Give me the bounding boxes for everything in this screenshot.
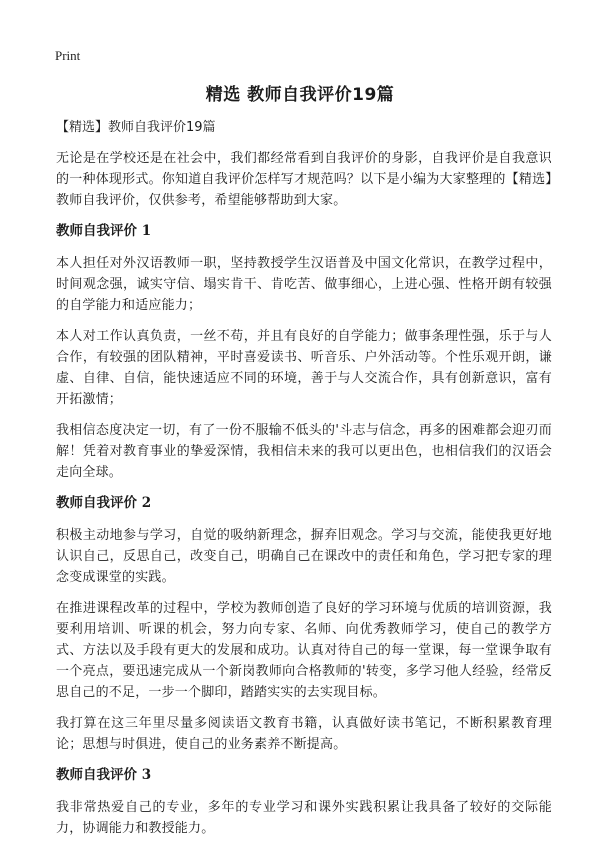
intro-paragraph: 无论是在学校还是在社会中，我们都经常看到自我评价的身影，自我评价是自我意识的一种体现形式。你知道自我评价怎样写才规范吗？以下是小编为大家整理的【精选】教师自我评价，仅供参考，希望能够帮助到大家。 [56,151,552,208]
document-title: 精选 教师自我评价19篇 [205,85,395,105]
paragraph: 在推进课程改革的过程中，学校为教师创造了良好的学习环境与优质的培训资源，我要利用培训、听课的机会，努力向专家、名师、向优秀教师学习，使自己的教学方式、方法以及手段有更大的发展和成功。认真对待自己的每一堂课，每一堂课争取有一个亮点，要迅速完成从一个新岗教师向合格教师的'转变，多学习他人经验，经常反思自己的不足，一步一个脚印，踏踏实实的去实现目标。 [56,601,552,700]
paragraph: 我相信态度决定一切，有了一份不服输不低头的'斗志与信念，再多的困难都会迎刃而解！凭着对教育事业的挚爱深情，我相信未来的我可以更出色，也相信我们的汉语会走向全球。 [56,423,552,480]
document-subtitle: 【精选】教师自我评价19篇 [56,120,216,135]
paragraph: 本人对工作认真负责，一丝不苟，并且有良好的自学能力；做事条理性强，乐于与人合作，有较强的团队精神，平时喜爱读书、听音乐、户外活动等。个性乐观开朗，谦虚、自律、自信，能快速适应不同的环境，善于与人交流合作，具有创新意识，富有开拓激情； [56,329,552,407]
section-2 [56,493,552,755]
document-body [56,118,552,849]
paragraph: 我打算在这三年里尽量多阅读语文教育书籍，认真做好读书笔记，不断积累教育理论；思想与时俱进，使自己的业务素养不断提高。 [56,716,552,752]
section-heading: 教师自我评价 2 [56,495,152,511]
section-heading: 教师自我评价 3 [56,767,152,783]
paragraph: 本人担任对外汉语教师一职，坚持教授学生汉语普及中国文化常识，在教学过程中，时间观念强，诚实守信、塌实肯干、肯吃苦、做事细心，上进心强、性格开朗有较强的自学能力和适应能力； [56,256,552,313]
paragraph: 积极主动地参与学习，自觉的吸纳新理念，摒弃旧观念。学习与交流，能使我更好地认识自己，反思自己，改变自己，明确自己在课改中的责任和角色，学习把专家的理念变成课堂的实践。 [56,528,552,585]
paragraph: 我非常热爱自己的专业，多年的专业学习和课外实践积累让我具备了较好的交际能力，协调能力和教授能力。 [56,800,552,836]
section-heading: 教师自我评价 1 [56,223,152,239]
print-link[interactable]: Print [55,48,81,63]
section-1 [56,221,552,483]
